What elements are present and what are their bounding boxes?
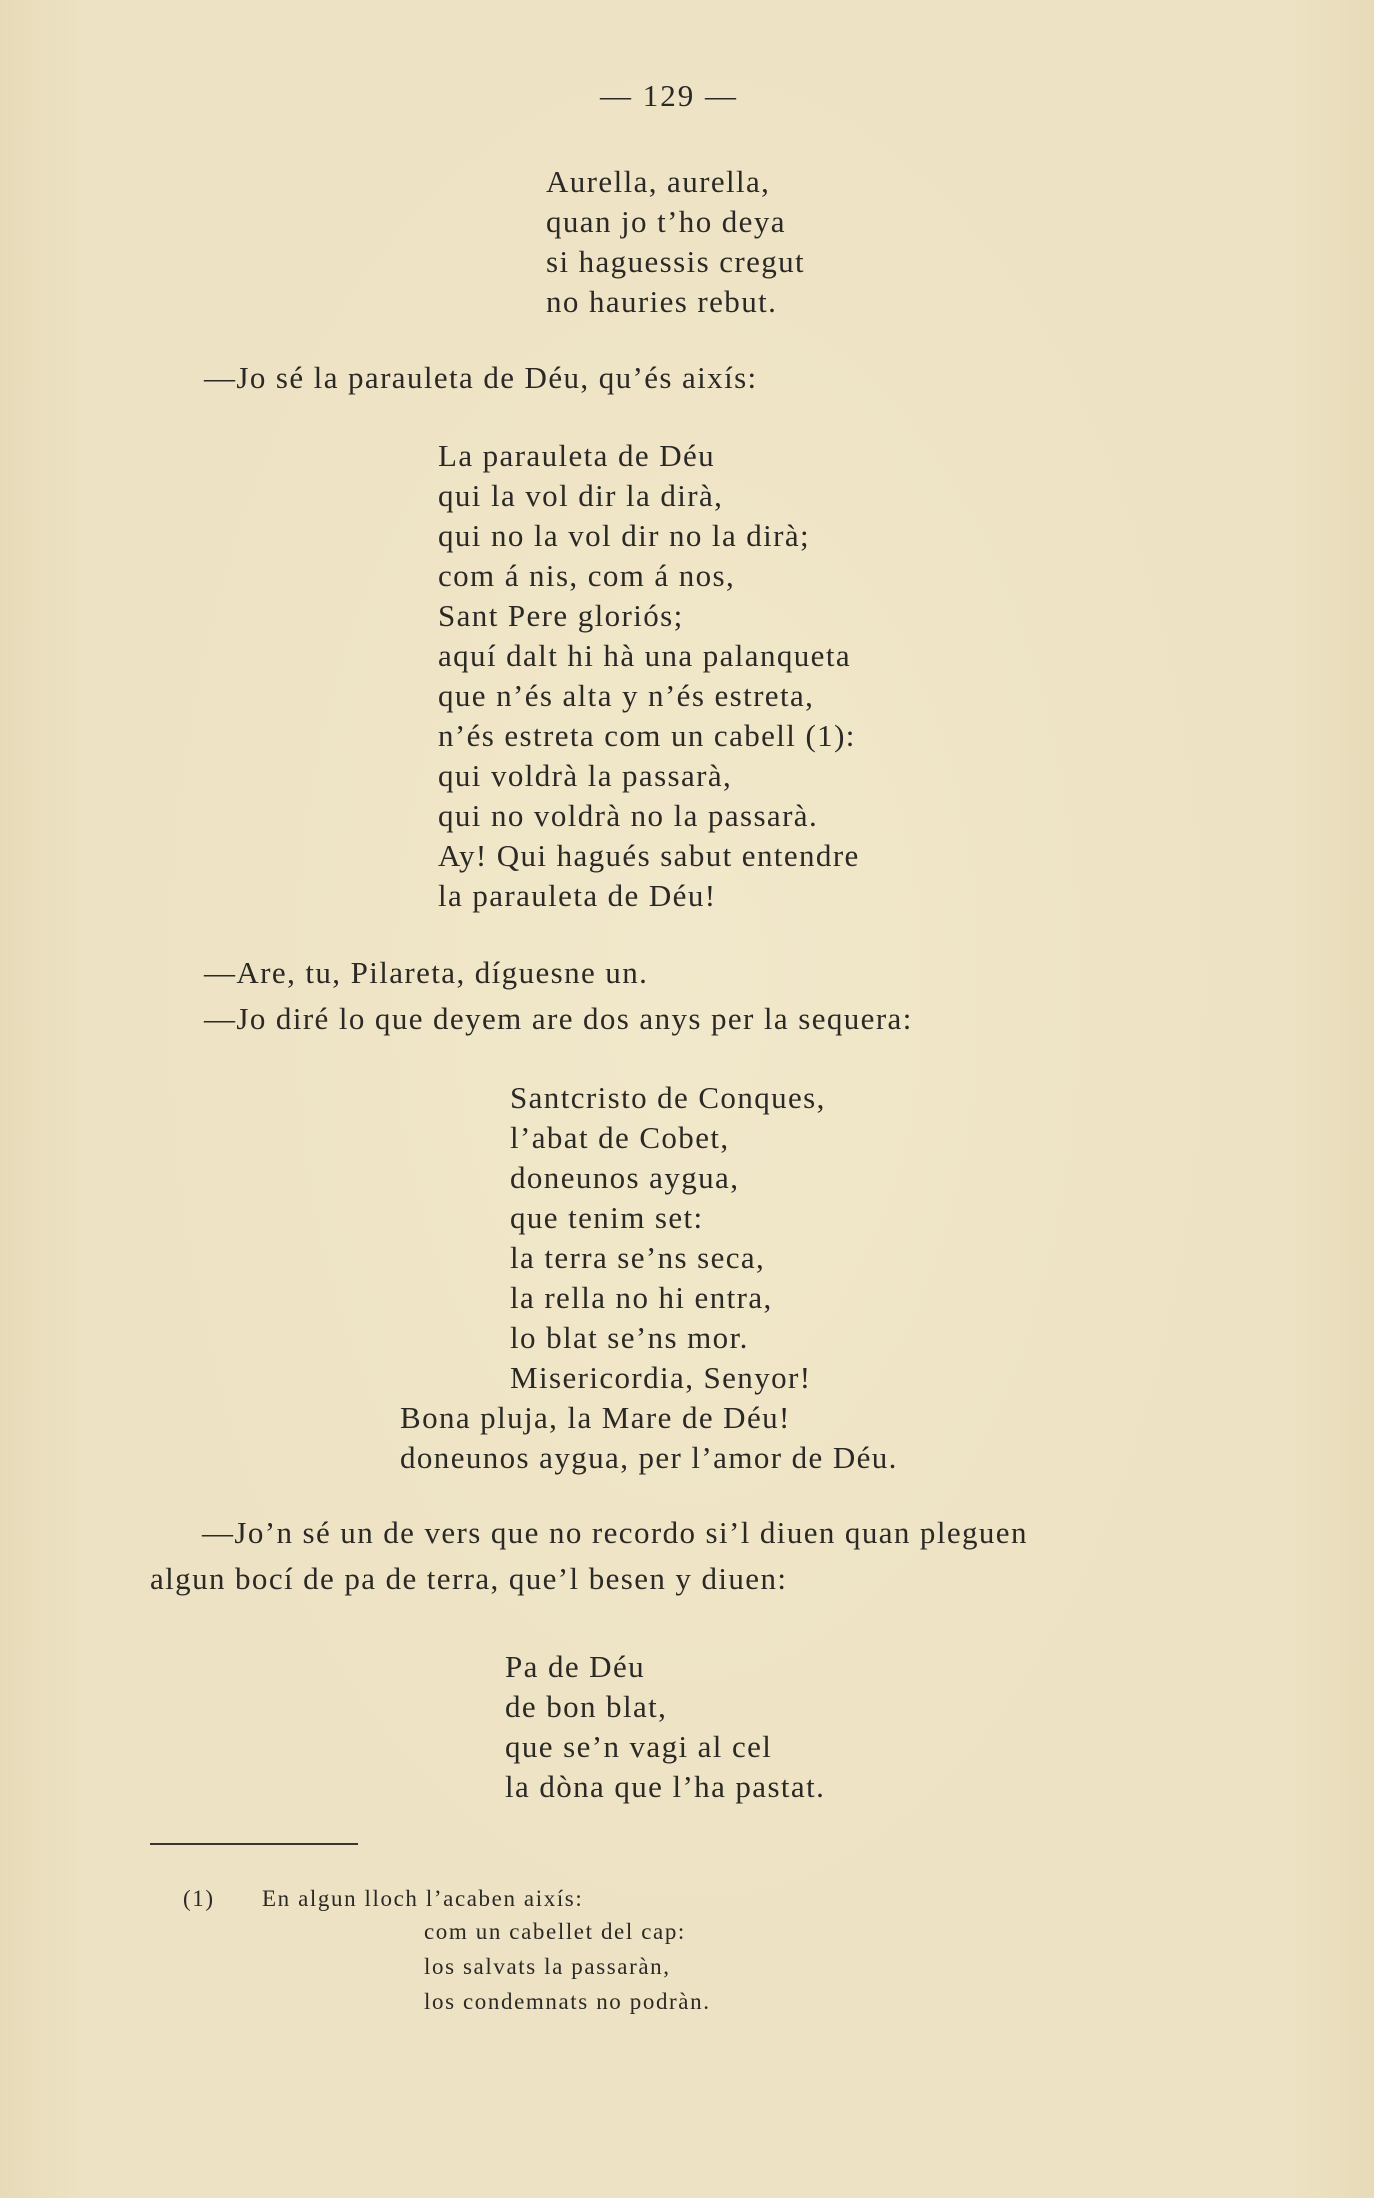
verse-3-line: doneunos aygua, xyxy=(510,1160,740,1195)
footnote-line: los salvats la passaràn, xyxy=(424,1954,671,1979)
verse-3-line: la rella no hi entra, xyxy=(510,1280,773,1315)
dialogue-line: —Jo’n sé un de vers que no recordo si’l diuen quan pleguen xyxy=(202,1515,1028,1550)
verse-4-line: Pa de Déu xyxy=(505,1649,646,1684)
dialogue-line: —Are, tu, Pilareta, díguesne un. xyxy=(204,955,649,990)
verse-2-line: qui la vol dir la dirà, xyxy=(438,478,724,513)
verse-4-line: la dòna que l’ha pastat. xyxy=(505,1769,826,1804)
verse-3-line: doneunos aygua, per l’amor de Déu. xyxy=(400,1440,898,1475)
verse-2-line: aquí dalt hi hà una palanqueta xyxy=(438,638,852,673)
verse-4-line: de bon blat, xyxy=(505,1689,668,1724)
verse-3-line: la terra se’ns seca, xyxy=(510,1240,766,1275)
verse-1-line: Aurella, aurella, xyxy=(546,164,771,199)
verse-2-line: com á nis, com á nos, xyxy=(438,558,736,593)
verse-2-line: qui voldrà la passarà, xyxy=(438,758,733,793)
footnote-line: com un cabellet del cap: xyxy=(424,1919,686,1944)
verse-1-line: no hauries rebut. xyxy=(546,284,778,319)
verse-1-line: quan jo t’ho deya xyxy=(546,204,786,239)
verse-2-line: la parauleta de Déu! xyxy=(438,878,717,913)
verse-3-line: l’abat de Cobet, xyxy=(510,1120,730,1155)
verse-1-line: si haguessis cregut xyxy=(546,244,806,279)
verse-2-line: Sant Pere gloriós; xyxy=(438,598,684,633)
footnote-line: los condemnats no podràn. xyxy=(424,1989,711,2014)
verse-2-line: Ay! Qui hagués sabut entendre xyxy=(438,838,860,873)
dialogue-line: —Jo sé la parauleta de Déu, qu’és aixís: xyxy=(204,360,758,395)
verse-2-line: qui no voldrà no la passarà. xyxy=(438,798,819,833)
dialogue-line: algun bocí de pa de terra, que’l besen y diuen: xyxy=(150,1561,788,1596)
footnote-line: En algun lloch l’acaben aixís: xyxy=(262,1886,584,1911)
verse-3-line: que tenim set: xyxy=(510,1200,704,1235)
verse-2-line: que n’és alta y n’és estreta, xyxy=(438,678,815,713)
verse-2-line: qui no la vol dir no la dirà; xyxy=(438,518,811,553)
verse-4-line: que se’n vagi al cel xyxy=(505,1729,773,1764)
dialogue-line: —Jo diré lo que deyem are dos anys per la sequera: xyxy=(204,1001,913,1036)
verse-2-line: n’és estreta com un cabell (1): xyxy=(438,718,856,753)
page-number: — 129 — xyxy=(600,78,738,113)
footnote-rule xyxy=(150,1843,358,1845)
verse-3-line: lo blat se’ns mor. xyxy=(510,1320,749,1355)
verse-3-line: Santcristo de Conques, xyxy=(510,1080,826,1115)
verse-2-line: La parauleta de Déu xyxy=(438,438,716,473)
footnote-marker: (1) xyxy=(183,1886,215,1911)
verse-3-line: Bona pluja, la Mare de Déu! xyxy=(400,1400,791,1435)
verse-3-line: Misericordia, Senyor! xyxy=(510,1360,812,1395)
